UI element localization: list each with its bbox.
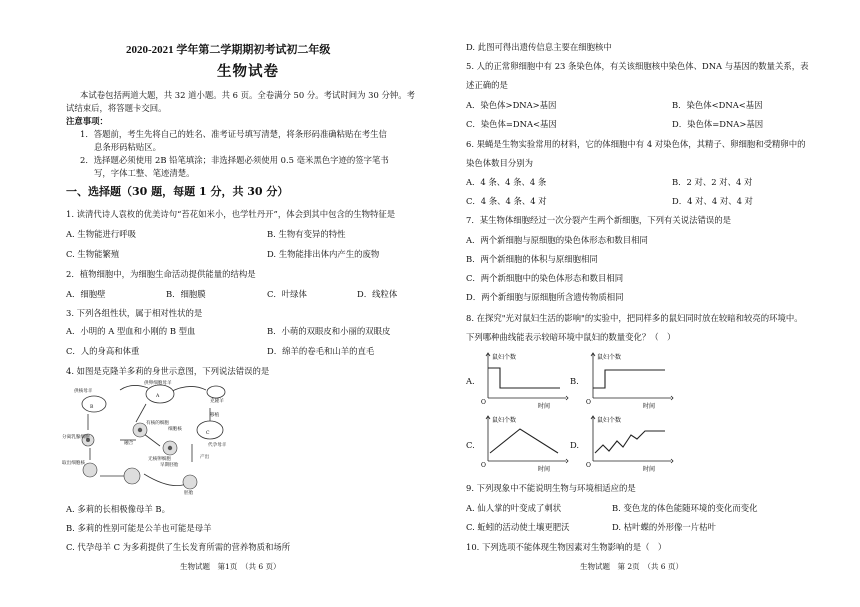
graph-c — [480, 413, 570, 475]
svg-text:时间: 时间 — [538, 466, 551, 473]
question-6-line-2: 染色体数目分别为 — [466, 158, 533, 168]
question-8: 8. 在探究"光对鼠妇生活的影响"的实验中，把同样多的鼠妇同时放在较暗和较亮的环境中。 — [466, 313, 803, 323]
question-1: 1. 读清代诗人袁枚的优美诗句“苔花如米小，也学牡丹开”，体会到其中包含的生物特征是 — [66, 209, 396, 219]
intro-line-2: 试结束后，将答题卡交回。 — [66, 103, 167, 113]
q4-option-c: C. 代孕母羊 C 为多莉提供了生长发育所需的营养物质和场所 — [66, 542, 291, 552]
graph-a-letter: A. — [466, 376, 475, 386]
left-page-footer: 生物试题 第1页 （共 6 页） — [180, 562, 281, 571]
graph-d — [585, 413, 675, 475]
q4-option-d: D. 此图可得出遗传信息主要在细胞核中 — [466, 42, 612, 52]
q9-option-c: C. 蚯蚓的活动使土壤更肥沃 — [466, 522, 570, 532]
q5-option-c: C．染色体=DNA<基因 — [466, 119, 557, 129]
clone-sheep-diagram — [60, 378, 240, 496]
q6-option-a: A．4 条、4 条、4 条 — [466, 177, 547, 187]
fig-label: 供卵细胞母羊 — [144, 381, 172, 386]
question-2: 2．植物细胞中，为细胞生命活动提供能量的结构是 — [66, 269, 256, 279]
q2-option-b: B．细胞膜 — [166, 289, 206, 299]
svg-text:供核母羊: 供核母羊 — [74, 389, 93, 394]
intro-line-1: 本试卷包括两道大题，共 32 道小题。共 6 页。全卷满分 50 分。考试时间为 30 分钟。考 — [80, 90, 415, 100]
q3-option-c: C．人的身高和体重 — [66, 346, 140, 356]
svg-text:时间: 时间 — [643, 466, 656, 473]
question-8-line-2: 下列哪种曲线能表示较暗环境中鼠妇的数量变化？（ ） — [466, 332, 676, 342]
q6-option-d: D．4 对、4 对、4 对 — [672, 196, 753, 206]
svg-text:O: O — [586, 399, 591, 406]
svg-text:融合: 融合 — [124, 441, 134, 446]
svg-text:有核的细胞: 有核的细胞 — [146, 421, 169, 426]
right-page-footer: 生物试题 第 2页 （共 6 页） — [580, 562, 683, 571]
svg-text:鼠妇个数: 鼠妇个数 — [492, 417, 517, 424]
question-6: 6. 果蝇是生物实验常用的材料，它的体细胞中有 4 对染色体，其精子、卵细胞和受精卵中的 — [466, 139, 806, 149]
sheep-icon — [82, 385, 225, 439]
svg-text:C: C — [206, 431, 210, 436]
q9-option-b: B. 变色龙的体色能随环境的变化而变化 — [612, 503, 758, 513]
notice-1-line-1: 1．答题前，考生先将自己的姓名、准考证号填写清楚，将条形码准确粘贴在考生信 — [80, 129, 387, 139]
graph-d-letter: D. — [570, 440, 580, 450]
q1-option-b: B. 生物有变异的特性 — [267, 229, 346, 239]
q4-option-a: A. 多莉的长相极像母羊 B。 — [66, 504, 170, 514]
exam-subject-title: 生物试卷 — [217, 63, 279, 80]
q6-option-c: C．4 条、4 条、4 对 — [466, 196, 547, 206]
section-heading: 一、选择题（30 题，每题 1 分，共 30 分） — [66, 185, 289, 198]
q2-option-d: D．线粒体 — [357, 289, 398, 299]
q3-option-b: B．小萌的双眼皮和小丽的双眼皮 — [267, 326, 391, 336]
svg-text:早期胚胎: 早期胚胎 — [160, 463, 179, 468]
svg-text:鼠妇个数: 鼠妇个数 — [597, 354, 622, 361]
graph-c-letter: C. — [466, 440, 475, 450]
question-4: 4. 如图是克隆羊多莉的身世示意图，下列说法错误的是 — [66, 366, 270, 376]
question-9: 9. 下列现象中不能说明生物与环境相适应的是 — [466, 483, 636, 493]
svg-text:分离乳腺细胞: 分离乳腺细胞 — [62, 435, 90, 440]
svg-text:细胞核: 细胞核 — [168, 427, 182, 432]
q5-option-b: B．染色体<DNA<基因 — [672, 100, 763, 110]
svg-text:时间: 时间 — [643, 403, 656, 410]
svg-text:代孕母羊: 代孕母羊 — [208, 443, 227, 448]
q1-option-d: D. 生物能排出体内产生的废物 — [267, 249, 380, 259]
q5-option-d: D．染色体=DNA>基因 — [672, 119, 764, 129]
q7-option-b: B．两个新细胞的体积与原细胞相同 — [466, 254, 598, 264]
q7-option-a: A．两个新细胞与原细胞的染色体形态和数目相同 — [466, 235, 648, 245]
q7-option-d: D．两个新细胞与原细胞所含遗传物质相同 — [466, 292, 624, 302]
graph-b-letter: B. — [570, 376, 579, 386]
svg-text:移植: 移植 — [210, 413, 220, 418]
notice-2-line-2: 写，字体工整、笔迹清楚。 — [94, 168, 195, 178]
q3-option-d: D．绵羊的卷毛和山羊的直毛 — [267, 346, 375, 356]
q4-option-b: B. 多莉的性别可能是公羊也可能是母羊 — [66, 523, 212, 533]
svg-text:A: A — [156, 394, 160, 399]
svg-text:取出细胞核: 取出细胞核 — [62, 461, 85, 466]
q3-option-a: A．小明的 A 型血和小刚的 B 型血 — [66, 326, 196, 336]
svg-text:O: O — [586, 462, 591, 469]
exam-title: 2020-2021 学年第二学期期初考试初二年级 — [126, 44, 331, 56]
question-10: 10. 下列选项不能体现生物因素对生物影响的是（ ） — [466, 542, 667, 552]
q2-option-c: C．叶绿体 — [267, 289, 307, 299]
q1-option-a: A. 生物能进行呼吸 — [66, 229, 136, 239]
q6-option-b: B．2 对、2 对、4 对 — [672, 177, 753, 187]
graph-b — [585, 350, 675, 412]
q7-option-c: C．两个新细胞中的染色体形态和数目相同 — [466, 273, 624, 283]
svg-text:时间: 时间 — [538, 403, 551, 410]
svg-text:鼠妇个数: 鼠妇个数 — [597, 417, 622, 424]
svg-text:O: O — [481, 399, 486, 406]
notice-title: 注意事项： — [66, 116, 108, 126]
svg-text:B: B — [90, 405, 94, 410]
q1-option-c: C. 生物能繁殖 — [66, 249, 120, 259]
q9-option-d: D. 枯叶蝶的外形像一片枯叶 — [612, 522, 716, 532]
q5-option-a: A．染色体>DNA>基因 — [466, 100, 557, 110]
question-3: 3. 下列各组性状，属于相对性状的是 — [66, 308, 203, 318]
svg-text:胚胎: 胚胎 — [184, 491, 194, 496]
notice-2-line-1: 2．选择题必须使用 2B 铅笔填涂；非选择题必须使用 0.5 毫米黑色字迹的签字笔书 — [80, 155, 389, 165]
svg-text:鼠妇个数: 鼠妇个数 — [492, 354, 517, 361]
svg-text:产出: 产出 — [200, 455, 210, 460]
question-5: 5. 人的正常卵细胞中有 23 条染色体，有关该细胞核中染色体、DNA 与基因的数量关系，表 — [466, 61, 809, 71]
graph-a — [480, 350, 570, 412]
svg-text:克隆羊: 克隆羊 — [210, 399, 224, 404]
question-7: 7．某生物体细胞经过一次分裂产生两个新细胞，下列有关说法错误的是 — [466, 215, 731, 225]
svg-text:O: O — [481, 462, 486, 469]
q9-option-a: A. 仙人掌的叶变成了刺状 — [466, 503, 562, 513]
svg-text:无核卵细胞: 无核卵细胞 — [148, 457, 171, 462]
q2-option-a: A．细胞壁 — [66, 289, 106, 299]
question-5-line-2: 述正确的是 — [466, 80, 508, 90]
notice-1-line-2: 息条形码粘贴区。 — [94, 142, 161, 152]
